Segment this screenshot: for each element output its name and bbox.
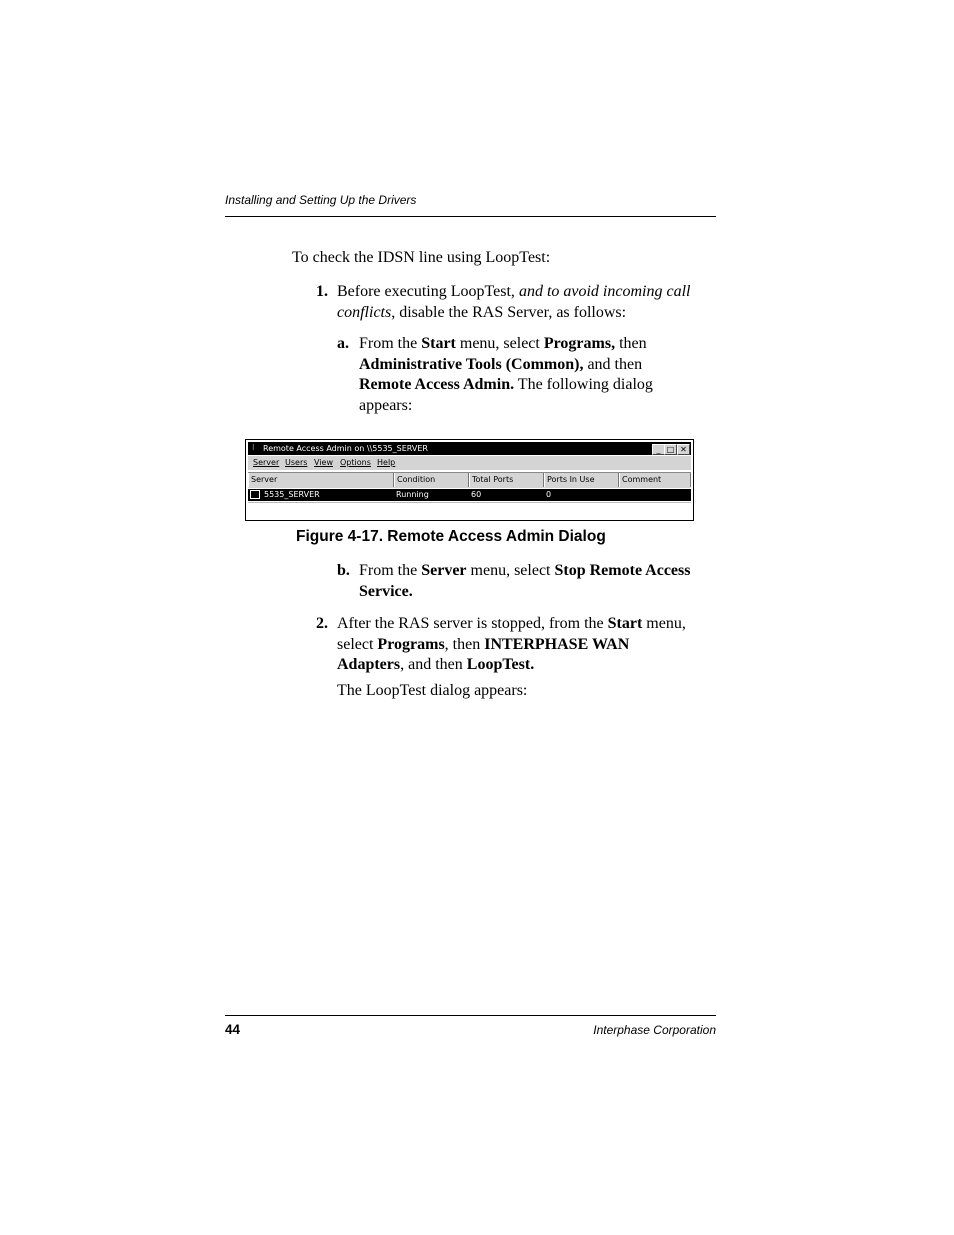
menu-view[interactable]: View [314,458,333,467]
step-1-text-part: Before executing LoopTest, [337,283,519,300]
step-2-number: 2. [316,615,328,632]
step-a-text [359,334,729,416]
intro-paragraph: To check the IDSN line using LoopTest: [292,249,551,266]
running-header: Installing and Setting Up the Drivers [225,193,417,207]
step-b-text [359,561,729,602]
text: menu, [642,615,686,632]
looptest-appears-paragraph: The LoopTest dialog appears: [337,682,528,699]
programs-ref: Programs [377,635,445,653]
text: menu, select [455,335,544,352]
minimize-button[interactable]: _ [652,444,665,455]
cell-ports-in-use: 0 [546,490,552,499]
figure-caption: Figure 4-17. Remote Access Admin Dialog [296,528,606,545]
text: After the RAS server is stopped, from the [337,615,608,632]
step-1-text-part-2: , disable the RAS Server, as follows: [391,303,627,321]
step-1-number: 1. [316,283,328,300]
cell-server: 5535_SERVER [264,490,320,499]
text: The following dialog [514,376,653,393]
admin-tools-ref: Administrative Tools (Common), [359,355,584,373]
column-header-condition[interactable]: Condition [394,473,469,487]
system-menu-icon[interactable]: ⁝ [252,443,255,452]
step-1-emphasis-2: conflicts [337,303,392,321]
programs-ref: Programs, [543,335,616,352]
page-number: 44 [225,1022,241,1037]
start-menu-ref: Start [421,335,456,352]
text: then [615,335,647,352]
looptest-ref: LoopTest. [466,656,535,673]
server-menu-ref: Server [421,562,467,579]
menu-server[interactable]: Server [253,458,280,467]
step-b-letter: b. [337,562,350,579]
stop-service-ref-2: Service. [359,582,413,600]
menu-bar [248,456,691,470]
text: From the [359,562,422,579]
text: menu, select [466,562,555,579]
step-a-letter: a. [337,335,349,352]
text: , then [444,635,485,653]
header-rule [225,216,716,217]
step-1-text [337,282,727,323]
column-header-total-ports[interactable]: Total Ports [469,473,544,487]
maximize-button[interactable]: □ [664,444,677,455]
menu-options[interactable]: Options [340,458,371,467]
text: select [337,635,378,653]
column-header-server[interactable]: Server [248,473,394,487]
column-header-ports-in-use[interactable]: Ports In Use [544,473,619,487]
cell-condition: Running [396,490,429,499]
stop-service-ref: Stop Remote Access [554,562,691,579]
menu-help[interactable]: Help [377,458,396,467]
footer-company: Interphase Corporation [593,1023,716,1037]
adapters-ref: Adapters [337,656,401,673]
step-2-text [337,614,727,676]
close-button[interactable]: ✕ [677,444,690,455]
cell-total-ports: 60 [471,490,482,499]
text: From the [359,335,422,352]
start-menu-ref: Start [607,615,643,632]
step-1-emphasis: and to avoid incoming call [518,283,691,300]
list-empty-area [248,502,691,518]
text: appears: [359,396,413,414]
text: , and then [400,656,467,673]
menu-users[interactable]: Users [285,458,308,467]
footer-rule [225,1015,716,1016]
table-row[interactable] [248,489,691,501]
server-icon [250,490,260,499]
dialog-title: Remote Access Admin on \\5535_SERVER [263,444,428,453]
remote-access-admin-dialog [245,439,694,521]
text: and then [583,355,643,373]
column-header-row [248,472,691,488]
dialog-titlebar[interactable] [248,442,691,455]
remote-access-admin-ref: Remote Access Admin. [359,376,515,393]
interphase-wan-ref: INTERPHASE WAN [484,635,630,653]
column-header-comment[interactable]: Comment [619,473,691,487]
